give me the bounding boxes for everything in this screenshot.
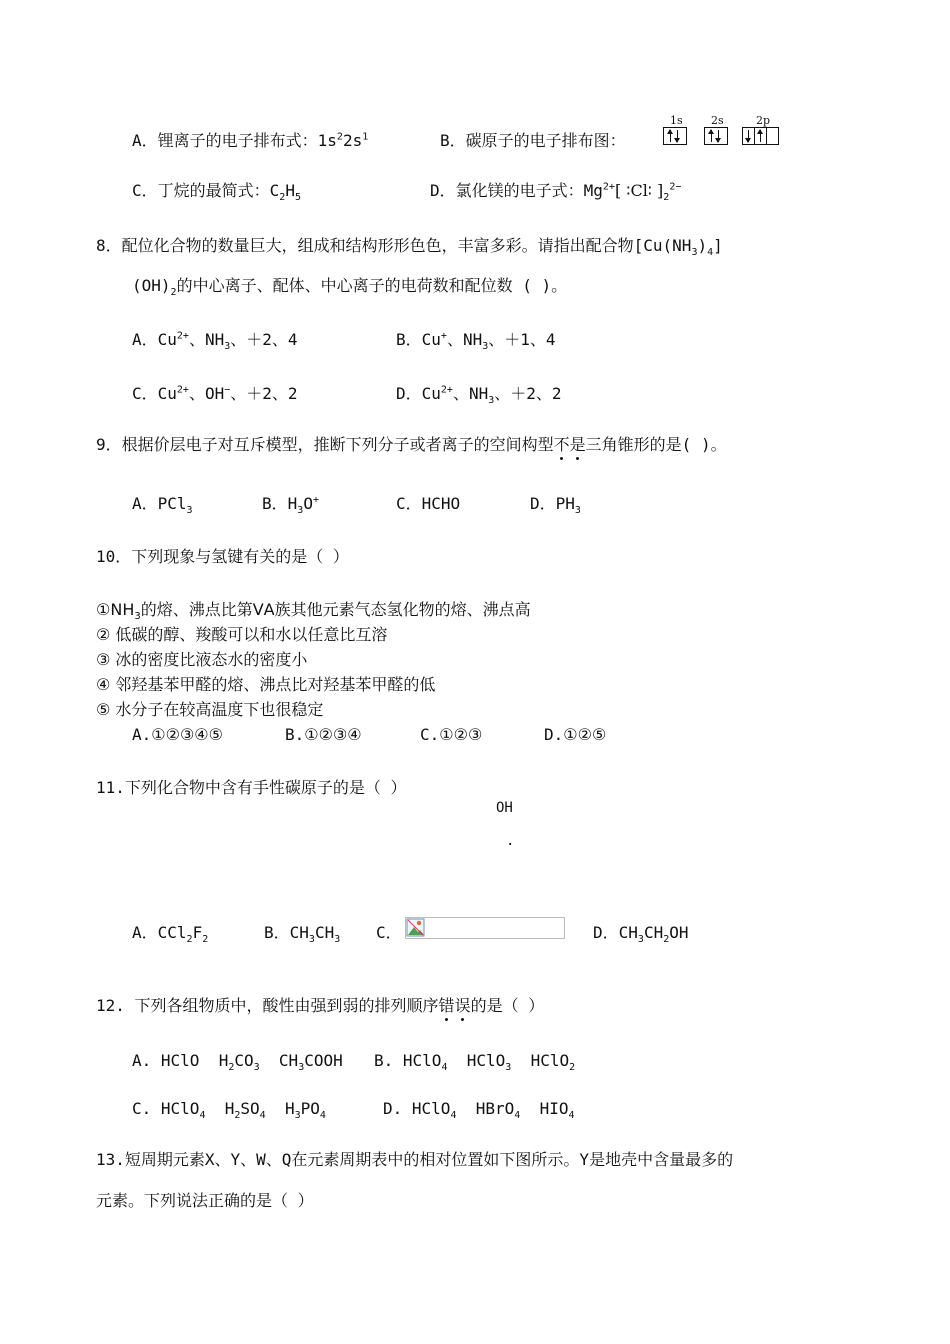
q8-a-sup: 2+ <box>176 330 189 342</box>
q11-b-sub2: 3 <box>334 934 341 946</box>
q8-a-post: 、＋2、4 <box>230 330 298 349</box>
q13-stem-line1: 13.短周期元素X、Y、W、Q在元素周期表中的相对位置如下图所示。Y是地壳中含量最多的 <box>96 1150 734 1169</box>
q7-a-mid: 2s <box>342 131 363 150</box>
q11-d-tail: OH <box>669 923 689 942</box>
q12-c-tail: SO <box>240 1099 260 1118</box>
q11-option-d <box>593 923 689 946</box>
q12-stem-b: 的是（ ） <box>470 996 545 1015</box>
q12-c-end2: PO <box>300 1099 320 1118</box>
q12-a-end: COOH <box>304 1051 343 1070</box>
q10-item-5: ⑤ 水分子在较高温度下也很稳定 <box>96 700 324 719</box>
q8-b-pre: B．Cu <box>396 330 441 349</box>
q8-c-pre: C．Cu <box>132 384 177 403</box>
q10-option-c: C.①②③ <box>420 725 483 744</box>
q11-b-pre: B．CH <box>264 923 309 942</box>
q8-line2-b: 的中心离子、配体、中心离子的电荷数和配位数 ( )。 <box>176 276 568 295</box>
q8-line1-sub: 3 <box>691 247 698 259</box>
q8-option-c <box>132 386 298 402</box>
q12-c-sub3: 4 <box>259 1110 266 1122</box>
q8-c-mid: 、OH <box>188 384 225 403</box>
q8-b-post: 、＋1、4 <box>488 330 556 349</box>
q9-b-sub: 3 <box>297 505 304 517</box>
q12-b-sub3: 2 <box>569 1062 576 1074</box>
q12-c-sub: 4 <box>199 1110 206 1122</box>
q11-a-sub2: 2 <box>202 934 209 946</box>
q8-c-post: 、＋2、2 <box>230 384 298 403</box>
q12-b-text: B. HClO <box>374 1051 442 1070</box>
q11-a-sub: 2 <box>186 934 193 946</box>
q7-d-sup: 2+ <box>602 181 615 193</box>
q10-item-2: ② 低碳的醇、羧酸可以和水以任意比互溶 <box>96 625 388 644</box>
q8-stem-line1 <box>96 236 723 259</box>
q9-stem <box>96 437 727 453</box>
q12-d-sub3: 4 <box>568 1110 575 1122</box>
q12-emphasis-1: 错 <box>438 996 455 1015</box>
q7-option-a <box>132 133 368 149</box>
q11-option-a <box>132 923 209 946</box>
q7-c-sub2: 5 <box>294 192 301 204</box>
q8-c-sup: 2+ <box>176 384 189 396</box>
q8-option-b <box>396 330 556 353</box>
q10-item-3: ③ 冰的密度比液态水的密度小 <box>96 650 308 669</box>
q8-c-sup2: − <box>224 384 231 396</box>
q11-stem: 11.下列化合物中含有手性碳原子的是（ ） <box>96 778 407 797</box>
q11-oh-label: OH <box>496 800 513 816</box>
q8-b-mid: 、NH <box>446 330 483 349</box>
q8-d-mid: 、NH <box>452 384 489 403</box>
q10-stem: 10．下列现象与氢键有关的是（ ） <box>96 547 349 566</box>
q10-item-1-pre: ①NH <box>96 600 135 619</box>
q7-c-sub1: 2 <box>279 192 286 204</box>
q12-a-sub2: 3 <box>253 1062 260 1074</box>
q8-stem-line2 <box>132 276 568 299</box>
q12-emphasis-2: 误 <box>454 996 471 1015</box>
q13-stem-line2: 元素。下列说法正确的是（ ） <box>96 1191 314 1210</box>
q7-option-b: B．碳原子的电子排布图： <box>440 131 626 150</box>
q9-b-sup: + <box>312 494 319 506</box>
q9-a-pre: A．PCl <box>132 494 187 513</box>
q12-c-text: C. HClO <box>132 1099 200 1118</box>
q11-d-sub2: 2 <box>663 934 670 946</box>
q7-a-sup1: 2 <box>336 131 343 143</box>
orbital-box-2s <box>704 127 728 145</box>
q10-item-1-sub: 3 <box>134 611 141 623</box>
q12-option-b <box>374 1051 576 1074</box>
q12-d-tail: HIO <box>520 1099 569 1118</box>
q10-item-4: ④ 邻羟基苯甲醛的熔、沸点比对羟基苯甲醛的低 <box>96 675 436 694</box>
q9-emphasis-2: 是 <box>569 435 586 454</box>
q8-a-mid: 、NH <box>188 330 225 349</box>
q7-c-h: H <box>285 181 295 200</box>
q7-option-c <box>132 181 301 204</box>
q11-d-sub: 3 <box>637 934 644 946</box>
q8-b-sub: 3 <box>482 341 489 353</box>
q9-d-sub: 3 <box>574 505 581 517</box>
orbital-label-2p: 2p <box>756 114 771 127</box>
q12-d-sub2: 4 <box>514 1110 521 1122</box>
q9-stem-b: 三角锥形的是( )。 <box>585 435 727 454</box>
q11-option-b <box>264 923 341 946</box>
q7-option-d <box>430 181 682 204</box>
broken-image-placeholder <box>405 917 565 939</box>
q12-a-tail: CH <box>259 1051 299 1070</box>
q12-a-sub3: 3 <box>298 1062 305 1074</box>
q10-item-1-post: 的熔、沸点比第ⅤA族其他元素气态氢化物的熔、沸点高 <box>140 600 531 619</box>
orbital-box-2p <box>742 127 779 145</box>
orbital-label-1s: 1s <box>670 114 683 127</box>
q12-b-tail: HClO <box>511 1051 570 1070</box>
q7-a-sup2: 1 <box>362 131 369 143</box>
q12-d-text: D. HClO <box>383 1099 451 1118</box>
q12-d-sub: 4 <box>450 1110 457 1122</box>
q8-d-pre: D．Cu <box>396 384 441 403</box>
orbital-label-2s: 2s <box>711 114 724 127</box>
q12-c-mid: H <box>205 1099 235 1118</box>
q9-stem-a: 9．根据价层电子对互斥模型，推断下列分子或者离子的空间构型 <box>96 435 554 454</box>
q9-a-sub: 3 <box>186 505 193 517</box>
q8-line1-sub2: 4 <box>707 247 714 259</box>
q8-line1-c: ] <box>713 236 723 255</box>
q12-b-sub: 4 <box>441 1062 448 1074</box>
q8-d-sub: 3 <box>488 395 495 407</box>
q12-b-mid: HClO <box>447 1051 506 1070</box>
q11-dot: . <box>506 833 515 849</box>
q11-d-pre: D．CH <box>593 923 638 942</box>
q8-option-d <box>396 384 562 407</box>
q7-d-bracket: [ ∶Cl∶ ] <box>614 181 664 200</box>
q7-d-text: D．氯化镁的电子式：Mg <box>430 181 603 200</box>
q10-item-1 <box>96 600 531 623</box>
q11-option-c: C． <box>376 923 402 942</box>
q12-stem-a: 12. 下列各组物质中，酸性由强到弱的排列顺序 <box>96 996 439 1015</box>
q8-line1-a: 8．配位化合物的数量巨大，组成和结构形形色色，丰富多彩。请指出配合物[Cu(NH <box>96 236 692 255</box>
q8-a-pre: A．Cu <box>132 330 177 349</box>
q7-d-sub: 2 <box>663 192 670 204</box>
q8-a-sub: 3 <box>224 341 231 353</box>
q12-option-a <box>132 1051 343 1074</box>
q7-c-text: C．丁烷的最简式：C <box>132 181 280 200</box>
q9-option-a <box>132 494 193 517</box>
q10-option-a: A.①②③④⑤ <box>132 725 223 744</box>
q8-option-a <box>132 330 298 353</box>
q8-line2-sub: 2 <box>170 287 177 299</box>
q9-b-post: O <box>303 494 313 513</box>
q12-option-d <box>383 1099 575 1122</box>
q8-line1-b: ) <box>697 236 708 255</box>
q9-emphasis-1: 不 <box>553 435 570 454</box>
broken-image-icon <box>406 918 426 938</box>
q11-a-pre: A．CCl <box>132 923 187 942</box>
q9-b-pre: B．H <box>262 494 298 513</box>
orbital-box-1s <box>663 127 687 145</box>
q9-option-b <box>262 494 319 517</box>
q8-d-post: 、＋2、2 <box>494 384 562 403</box>
q12-a-mid: CO <box>234 1051 254 1070</box>
q12-d-mid: HBrO <box>456 1099 515 1118</box>
q11-b-post: CH <box>314 923 335 942</box>
q7-option-a-text: A．锂离子的电子排布式：1s <box>132 131 337 150</box>
q9-option-d <box>530 494 581 517</box>
q12-option-c <box>132 1099 326 1122</box>
q7-d-sup2: 2− <box>669 181 682 193</box>
q12-stem <box>96 998 544 1014</box>
q11-b-sub: 3 <box>308 934 315 946</box>
q12-a-sub: 2 <box>228 1062 235 1074</box>
q10-option-d: D.①②⑤ <box>544 725 607 744</box>
q8-b-sup: + <box>440 330 447 342</box>
q11-d-post: CH <box>643 923 664 942</box>
q12-c-sub5: 4 <box>319 1110 326 1122</box>
q11-a-post: F <box>192 923 203 942</box>
q10-option-b: B.①②③④ <box>285 725 362 744</box>
q12-a-text: A. HClO H <box>132 1051 229 1070</box>
q9-option-c: C．HCHO <box>396 494 461 513</box>
q12-b-sub2: 3 <box>505 1062 512 1074</box>
q12-c-end: H <box>265 1099 295 1118</box>
q9-d-pre: D．PH <box>530 494 575 513</box>
q12-c-sub2: 2 <box>234 1110 241 1122</box>
q8-d-sup: 2+ <box>440 384 453 396</box>
q12-c-sub4: 3 <box>294 1110 301 1122</box>
q8-line2-a: (OH) <box>132 276 171 295</box>
